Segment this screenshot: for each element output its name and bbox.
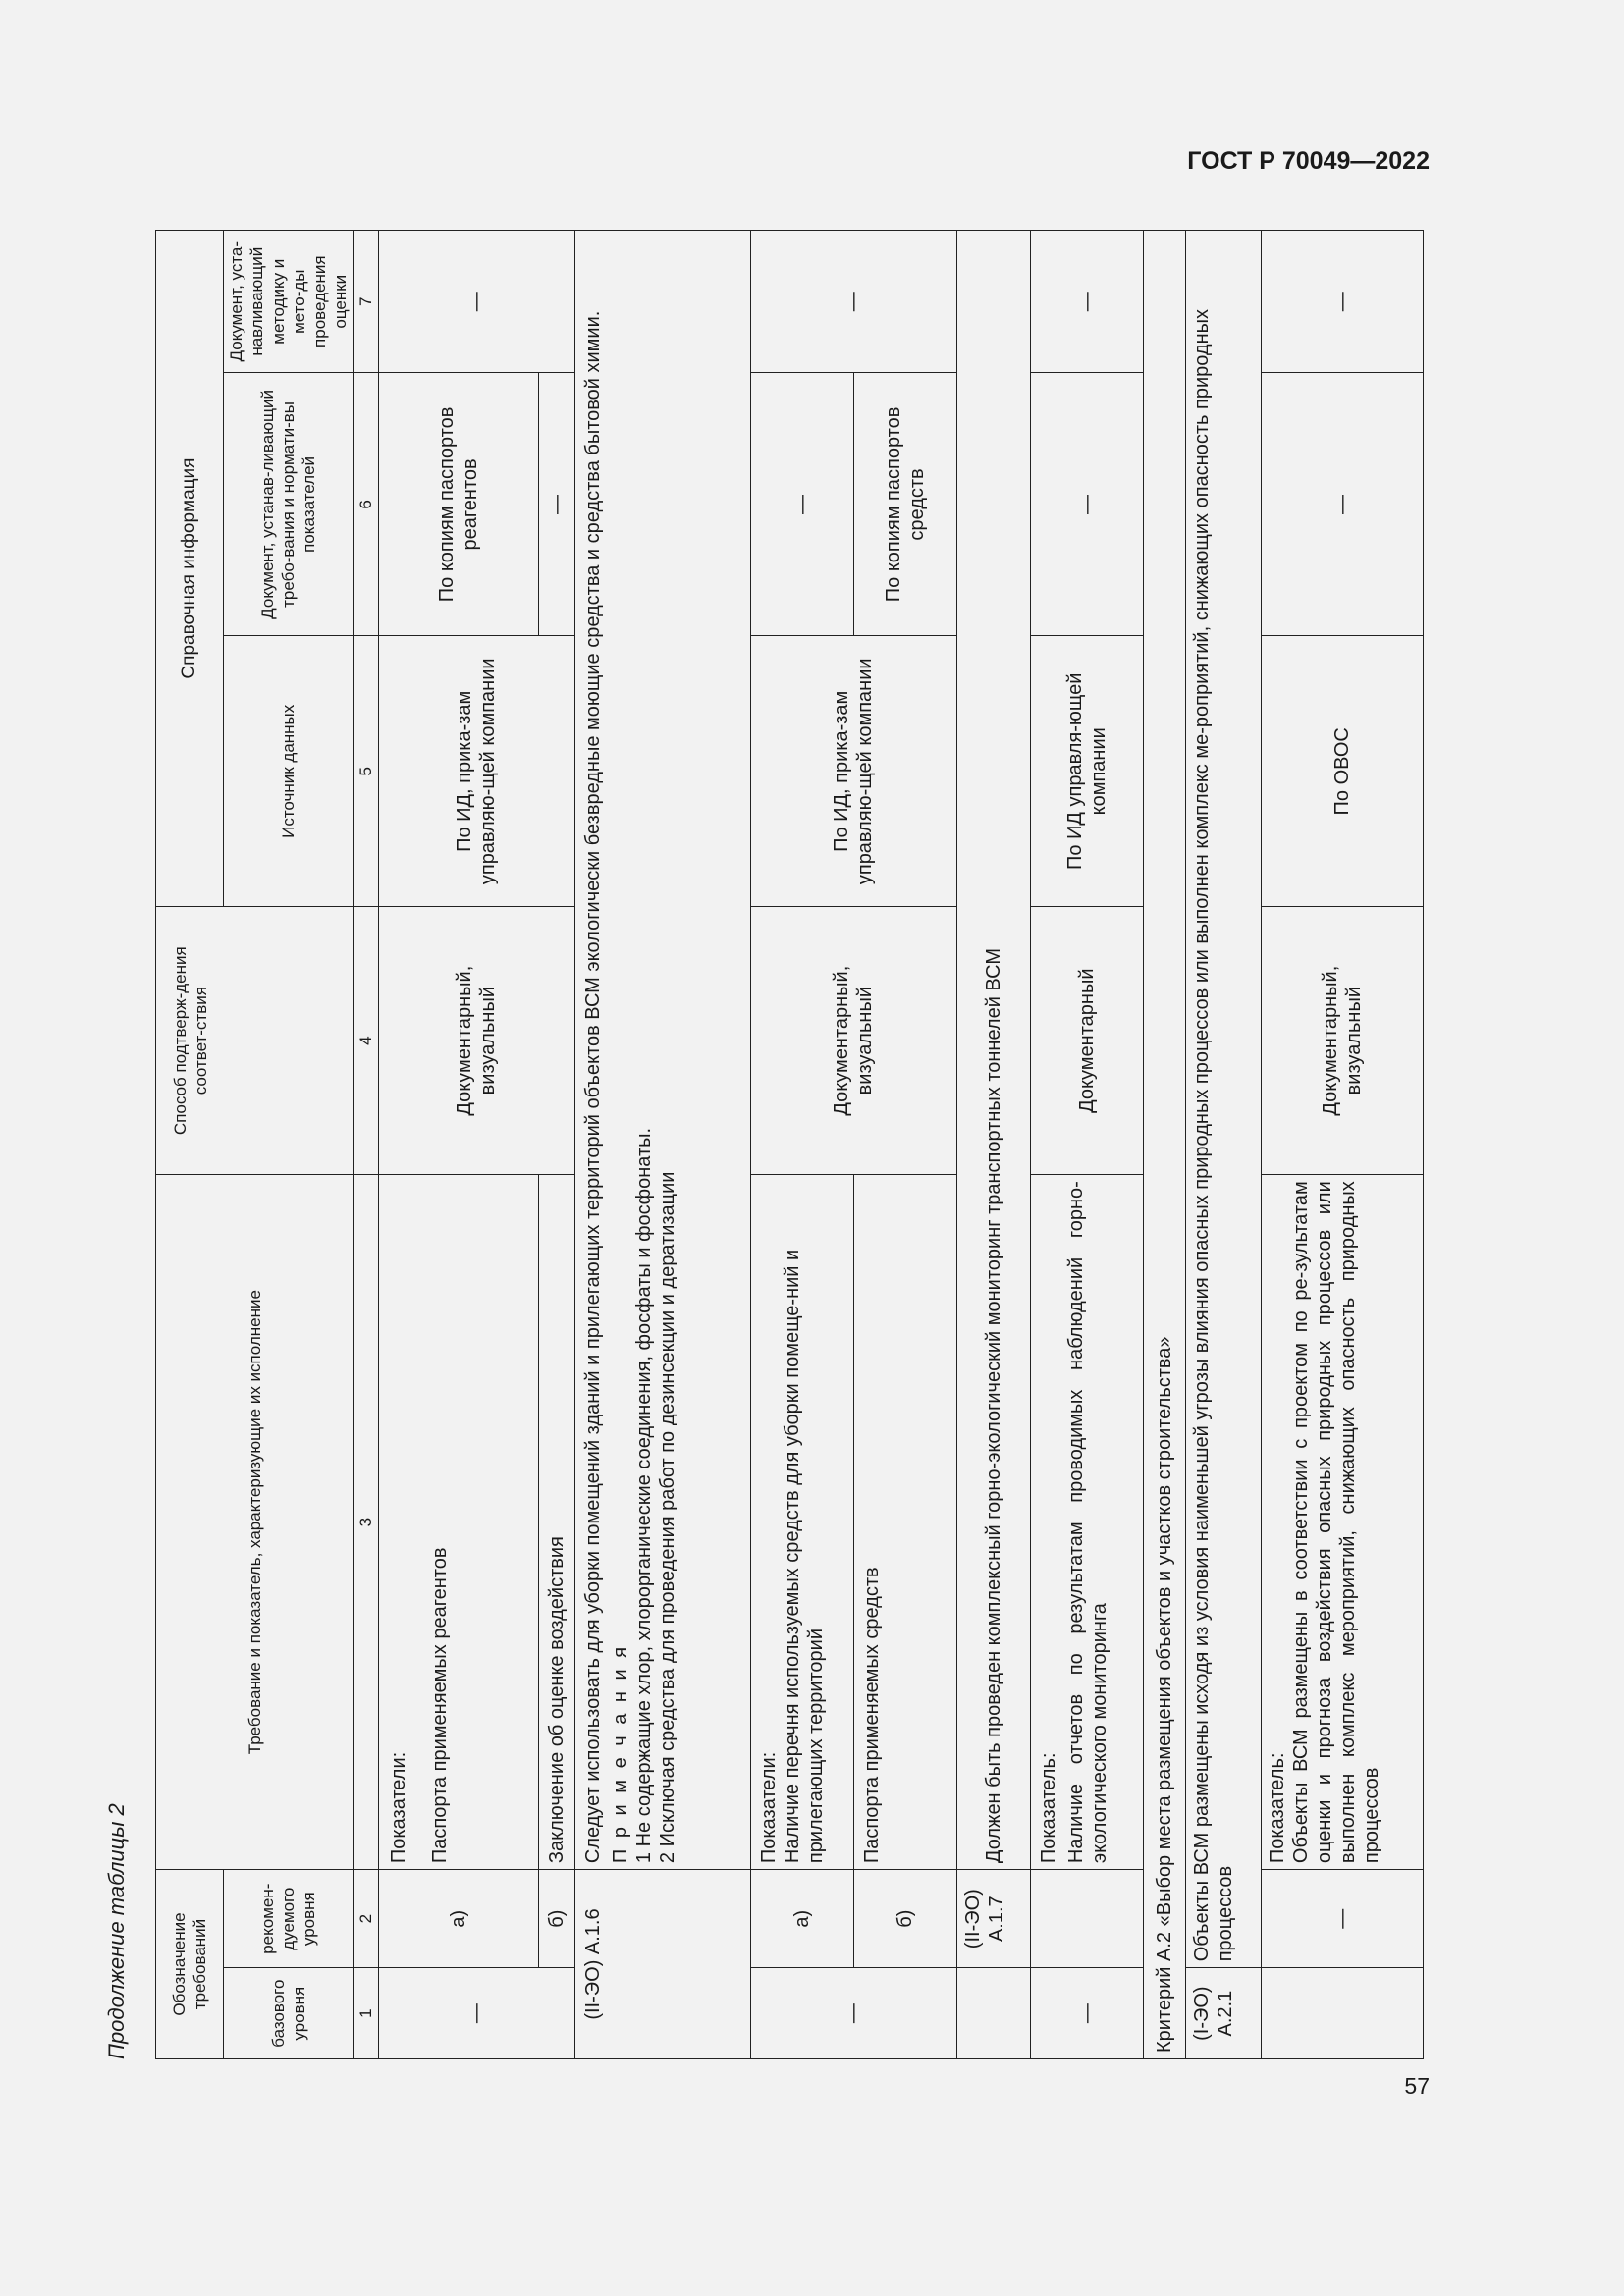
block3-doc7: — [1030, 231, 1143, 373]
block2-doc6-b: По копиям паспортов средств [853, 373, 956, 636]
block2-rec-b: б) [853, 1870, 956, 1968]
block1-base: — [378, 1968, 574, 2059]
a16-row [574, 231, 750, 2059]
block4-row [1261, 231, 1423, 2059]
block2-doc7: — [750, 231, 956, 373]
block1-rec-b: б) [538, 1870, 574, 1968]
block1-row-a [378, 231, 538, 2059]
col-number: 7 [353, 231, 378, 373]
block3-req-label: Показатель: [1037, 1752, 1059, 1864]
block4-doc7: — [1261, 231, 1423, 373]
document-header: ГОСТ Р 70049—2022 [1187, 147, 1430, 175]
block4-rec: — [1261, 1870, 1423, 1968]
page-number: 57 [1404, 2073, 1430, 2099]
block1-doc7: — [378, 231, 574, 373]
col-number: 4 [353, 907, 378, 1175]
requirements-table [155, 230, 1424, 2059]
a17-text: Должен быть проведен комплексный горно-экологический мониторинг транспортных тоннелей ВСМ [956, 231, 1030, 1870]
a17-base-empty [956, 1968, 1030, 2059]
block2-rec-a: а) [750, 1870, 853, 1968]
block2-method: Документарный, визуальный [750, 907, 956, 1175]
block3-req-text: Наличие отчетов по результатам проводимых наблюдений горно-экологического мониторинга [1064, 1181, 1110, 1864]
block2-base: — [750, 1968, 956, 2059]
block1-doc6-a: По копиям паспортов реагентов [378, 373, 538, 636]
doc-requirements-header: Документ, устанав-ливающий требо-вания и нормати-вы показателей [224, 373, 354, 636]
block1-req-a [378, 1175, 538, 1870]
col-number: 6 [353, 373, 378, 636]
rotated-content [101, 230, 1432, 2059]
block1-req-b: Заключение об оценке воздействия [538, 1175, 574, 1870]
block3-rec-empty [1030, 1870, 1143, 1968]
block4-req-label: Показатель: [1266, 1752, 1288, 1864]
a16-requirement: Следует использовать для уборки помещений зданий и прилегающих территорий объектов ВСМ экологически безвредные моющие средства и средства бытовой химии. [581, 310, 604, 1864]
block1-req-a-text: Паспорта применяемых реагентов [428, 1547, 451, 1864]
table-continuation-caption: Продолжение таблицы 2 [104, 1803, 129, 2059]
base-level-header: базового уровня [224, 1968, 354, 2059]
reference-header: Справочная информация [156, 231, 224, 907]
block4-req [1261, 1175, 1423, 1870]
block2-row-a [750, 231, 853, 2059]
method-header: Способ подтверж-дения соответ-ствия [156, 907, 354, 1175]
col-number: 2 [353, 1870, 378, 1968]
block2-doc6-a: — [750, 373, 853, 636]
block2-source: По ИД, прика-зам управляю-щей компании [750, 636, 956, 907]
block1-source: По ИД, прика-зам управляю-щей компании [378, 636, 574, 907]
column-numbers-row [353, 231, 378, 2059]
a21-code: (I-ЭО) А.2.1 [1185, 1968, 1261, 2059]
requirement-header: Требование и показатель, характеризующие их исполнение [156, 1175, 354, 1870]
block1-doc6-b: — [538, 373, 574, 636]
designation-header: Обозначение требований [156, 1870, 224, 2059]
a16-code: (II-ЭО) А.1.6 [574, 1870, 750, 2059]
block3-source: По ИД управля-ющей компании [1030, 636, 1143, 907]
block1-rec-a: а) [378, 1870, 538, 1968]
a16-note-title: П р и м е ч а н и я [609, 1643, 631, 1864]
block3-method: Документарный [1030, 907, 1143, 1175]
block4-req-text: Объекты ВСМ размещены в соответствии с проектом по ре-зультатам оценки и прогноза воздействия опасных природных процессов или выполнен комплекс мероприятий, снижающих опасность природных процессов [1289, 1181, 1382, 1864]
a16-note-1: 1 Не содержащие хлор, хлорорганические соединения, фосфаты и фосфонаты. [632, 1127, 655, 1864]
block4-method: Документарный, визуальный [1261, 907, 1423, 1175]
block2-req-a-label: Показатели: [757, 1751, 780, 1864]
source-header: Источник данных [224, 636, 354, 907]
a17-row [956, 231, 1030, 2059]
a16-text [574, 231, 750, 1870]
block3-req [1030, 1175, 1143, 1870]
a17-code: (II-ЭО) А.1.7 [956, 1870, 1030, 1968]
col-number: 5 [353, 636, 378, 907]
block4-base-empty [1261, 1968, 1423, 2059]
block1-method: Документарный, визуальный [378, 907, 574, 1175]
col-number: 1 [353, 1968, 378, 2059]
block1-req-a-label: Показатели: [387, 1751, 409, 1864]
col-number: 3 [353, 1175, 378, 1870]
header-row-1 [156, 231, 224, 2059]
a21-row [1185, 231, 1261, 2059]
block2-req-b: Паспорта применяемых средств [853, 1175, 956, 1870]
recommended-level-header: рекомен-дуемого уровня [224, 1870, 354, 1968]
a16-note-2: 2 Исключая средства для проведения работ по дезинсекции и дератизации [656, 1171, 678, 1864]
criterion-row [1143, 231, 1185, 2059]
block3-doc6: — [1030, 373, 1143, 636]
block3-row [1030, 231, 1143, 2059]
block4-doc6: — [1261, 373, 1423, 636]
block2-req-a-text: Наличие перечня используемых средств для уборки помеще-ний и прилегающих территорий [781, 1249, 827, 1864]
block2-req-a [750, 1175, 853, 1870]
doc-method-header: Документ, уста-навливающий методику и мето-ды проведения оценки [224, 231, 354, 373]
block4-source: По ОВОС [1261, 636, 1423, 907]
a21-text: Объекты ВСМ размещены исходя из условия наименьшей угрозы влияния опасных природных процессов или выполнен комплекс ме-роприятий, снижающих опасность природных процессов [1185, 231, 1261, 1968]
criterion-a2: Критерий А.2 «Выбор места размещения объектов и участков строительства» [1143, 231, 1185, 2059]
block3-base: — [1030, 1968, 1143, 2059]
